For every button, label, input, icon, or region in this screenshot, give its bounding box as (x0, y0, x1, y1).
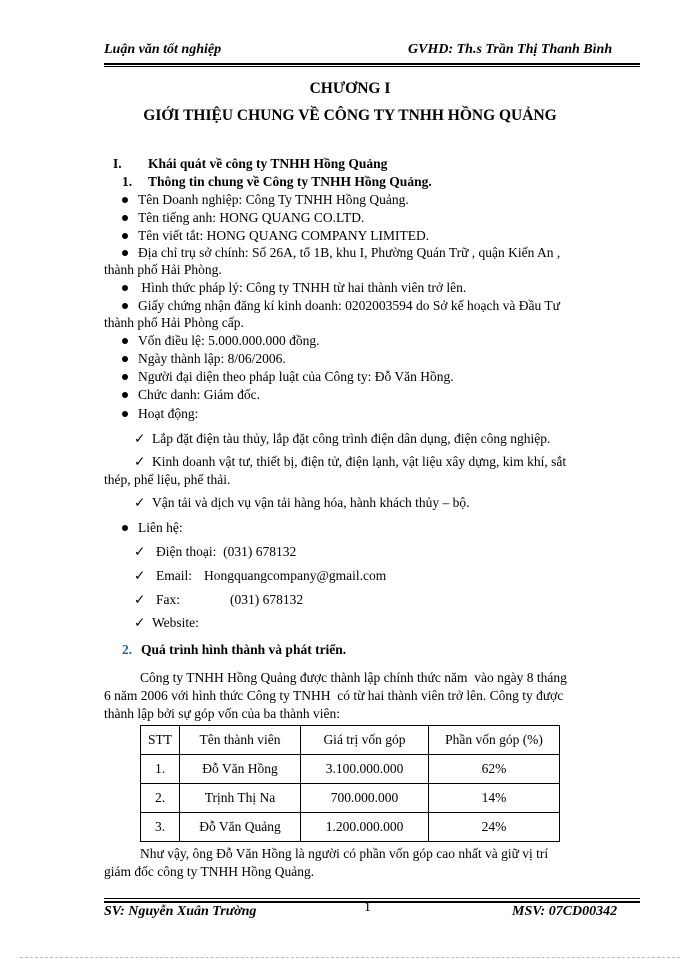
activity-continuation: thép, phế liệu, phế thải. (104, 472, 231, 487)
table-cell: Trịnh Thị Na (180, 784, 301, 813)
bullet-icon (122, 374, 128, 380)
table-header-cell: Giá trị vốn góp (301, 726, 429, 755)
email-link[interactable]: Hongquangcompany@gmail.com (204, 568, 387, 583)
table-cell: 24% (429, 813, 560, 842)
section-title: Khái quát về công ty TNHH Hồng Quảng (148, 156, 388, 171)
table-row (141, 784, 560, 813)
footer-left: SV: Nguyễn Xuân Trường (104, 904, 257, 919)
table-cell: 700.000.000 (301, 784, 429, 813)
table-cell: 3. (141, 813, 180, 842)
list-item-continuation: thành phố Hải Phòng. (104, 262, 222, 277)
paragraph-line: giám đốc công ty TNHH Hồng Quảng. (104, 864, 315, 879)
page-number: 1 (364, 900, 371, 915)
bullet-icon (122, 303, 128, 309)
bullet-icon (122, 392, 128, 398)
check-icon: ✓ (134, 431, 146, 446)
table-row (141, 813, 560, 842)
check-icon: ✓ (134, 615, 146, 630)
table-header-row (141, 726, 560, 755)
paragraph-line: thành lập bởi sự góp vốn của ba thành viên: (104, 706, 341, 721)
subsection-1-title: Thông tin chung về Công ty TNHH Hồng Quảng. (148, 174, 432, 189)
subsection-1-number: 1. (122, 174, 133, 189)
footer-rule (104, 901, 640, 903)
footer-rule-thin (104, 898, 640, 899)
bullet-icon (122, 525, 128, 531)
paragraph-line: Như vậy, ông Đỗ Văn Hồng là người có phần vốn góp cao nhất và giữ vị trí (140, 846, 549, 861)
check-icon: ✓ (134, 544, 146, 559)
bullet-icon (122, 233, 128, 239)
header-rule-thin (104, 66, 640, 67)
chapter-title: GIỚI THIỆU CHUNG VỀ CÔNG TY TNHH HỒNG QUẢNG (143, 107, 557, 124)
paragraph-line: Công ty TNHH Hồng Quảng được thành lập chính thức năm vào ngày 8 tháng (140, 670, 567, 685)
check-icon: ✓ (134, 568, 146, 583)
bullet-icon (122, 338, 128, 344)
header-left: Luận văn tốt nghiệp (104, 42, 222, 57)
table-cell: Đỗ Văn Hồng (180, 755, 301, 784)
bullet-icon (122, 250, 128, 256)
table-cell: 1.200.000.000 (301, 813, 429, 842)
table-cell: 2. (141, 784, 180, 813)
check-icon: ✓ (134, 592, 146, 607)
bullet-icon (122, 215, 128, 221)
table-cell: 14% (429, 784, 560, 813)
footer-right: MSV: 07CD00342 (512, 904, 618, 919)
subsection-2-number: 2. (122, 642, 133, 657)
table-cell: Đỗ Văn Quảng (180, 813, 301, 842)
bullet-icon (122, 197, 128, 203)
list-item-continuation: thành phố Hải Phòng cấp. (104, 315, 244, 330)
page-break-line (20, 957, 680, 958)
table-header-cell: Phần vốn góp (%) (429, 726, 560, 755)
table-row (141, 755, 560, 784)
bullet-icon (122, 356, 128, 362)
table-cell: 62% (429, 755, 560, 784)
capital-table (140, 725, 560, 842)
chapter-number: CHƯƠNG I (309, 80, 391, 97)
bullet-icon (122, 411, 128, 417)
header-rule (104, 63, 640, 65)
table-header-cell: STT (141, 726, 180, 755)
header-right: GVHD: Th.s Trần Thị Thanh Bình (408, 42, 613, 57)
section-number: I. (113, 156, 122, 171)
table-cell: 1. (141, 755, 180, 784)
paragraph-line: 6 năm 2006 với hình thức Công ty TNHH có từ hai thành viên trở lên. Công ty được (104, 688, 564, 703)
check-icon: ✓ (134, 495, 146, 510)
table-cell: 3.100.000.000 (301, 755, 429, 784)
subsection-2-title: Quá trình hình thành và phát triển. (141, 642, 347, 657)
table-header-cell: Tên thành viên (180, 726, 301, 755)
bullet-icon (122, 285, 128, 291)
check-icon: ✓ (134, 454, 146, 469)
